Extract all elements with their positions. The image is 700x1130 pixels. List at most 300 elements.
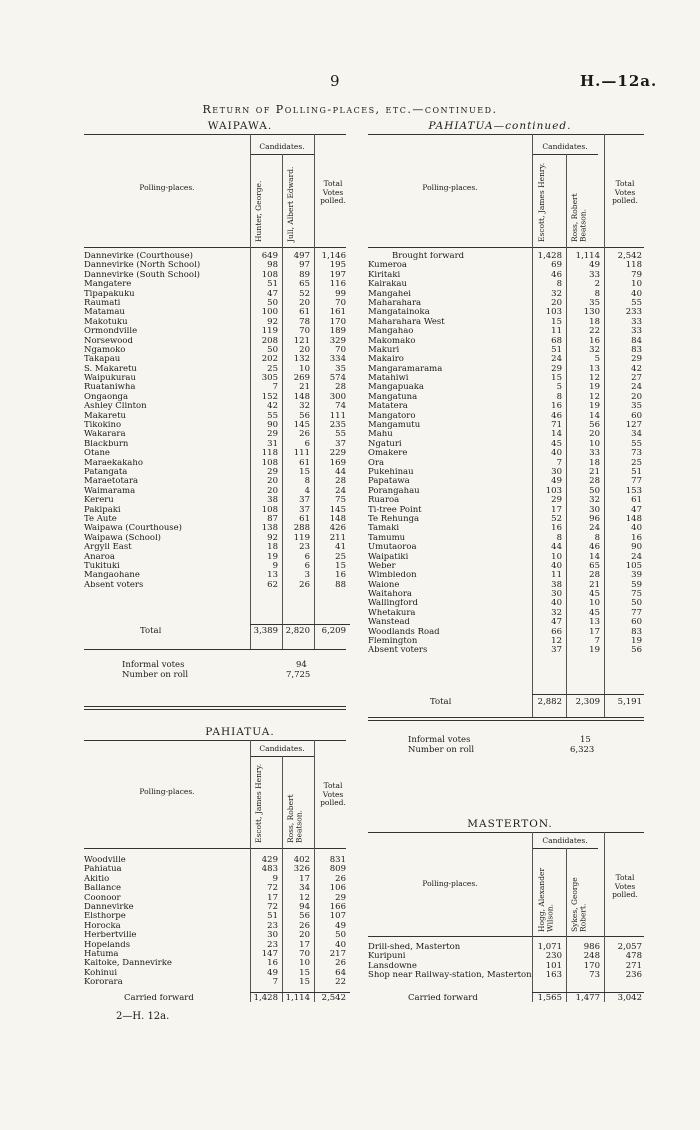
polling-place-name: Wallingford [368,599,418,609]
pahiatua-informal-label: Informal votes [408,735,471,745]
table-row [84,318,360,327]
candidate-votes-cell: 118 [261,449,278,459]
polling-place-name: Ruataniwha [84,383,136,393]
polling-place-name: Mangahao [368,327,414,337]
candidate-votes-cell: 986 [583,943,600,952]
masterton-polling-places-header: Polling-places. [422,879,478,888]
candidate-votes-cell: 42 [267,402,278,412]
table-row [368,412,648,421]
polling-place-name: Pakipaki [84,505,121,515]
candidate-votes-cell: 61 [299,308,310,318]
candidate-votes-cell: 25 [267,364,278,374]
total-votes-cell: 10 [631,280,642,290]
table-row [84,290,360,299]
total-votes-cell: 33 [631,317,642,327]
table-row [368,402,648,411]
candidate-votes-cell: 30 [267,931,278,941]
candidate-votes-cell: 101 [545,961,562,971]
candidate-votes-cell: 11 [551,327,562,337]
table-row [84,524,360,533]
total-votes-cell: 16 [335,571,346,581]
candidate-votes-cell: 50 [267,345,278,355]
table-row [84,543,360,552]
total-votes-cell: 42 [631,364,642,374]
candidate-votes-cell: 20 [299,345,310,355]
candidate-votes-cell: 288 [293,524,310,534]
polling-place-name: Mangaohane [84,571,140,581]
table-row [84,978,360,987]
candidate-votes-cell: 32 [589,345,600,355]
total-votes-cell: 77 [631,477,642,487]
page-number: 9 [330,72,340,90]
waipawa-roll-value: 7,725 [286,670,311,680]
candidate-votes-cell: 13 [589,364,600,374]
candidate-votes-cell: 40 [551,599,562,609]
candidate-votes-cell: 23 [267,940,278,950]
polling-place-name: Maraetotara [84,477,139,487]
total-votes-cell: 211 [329,533,346,543]
polling-place-name: Makomako [368,336,416,346]
table-row [84,969,360,978]
table-row [368,637,648,646]
total-votes-cell: 24 [631,383,642,393]
table-row [84,581,360,590]
table-row [84,261,360,270]
waipawa-total-header: Total Votes polled. [320,179,346,205]
table-row [84,468,360,477]
polling-place-name: Kumeroa [368,261,407,271]
candidate-votes-cell: 65 [589,561,600,571]
total-votes-cell: 153 [625,486,642,496]
pahiatua-candidate2-header: Ross, Robert Beatson. [286,794,304,843]
total-votes-cell: 217 [329,949,346,959]
table-row [84,884,360,893]
polling-place-name: Papatawa [368,477,410,487]
pahiatua-continued-rows [368,252,648,656]
table-row [84,299,360,308]
candidate-votes-cell: 11 [551,571,562,581]
table-row [84,912,360,921]
table-row [368,609,648,618]
candidate-votes-cell: 119 [261,327,278,337]
polling-place-name: Woodlands Road [368,627,440,637]
polling-place-name: Ti-tree Point [368,505,422,515]
total-votes-cell: 116 [329,280,346,290]
total-votes-cell: 127 [625,421,642,431]
candidate-votes-cell: 170 [583,961,600,971]
candidate-votes-cell: 145 [293,421,310,431]
total-votes-cell: 50 [631,599,642,609]
table-row [368,337,648,346]
table-row [368,318,648,327]
waipawa-roll-label: Number on roll [122,670,189,680]
candidate-votes-cell: 15 [299,467,310,477]
polling-place-name: Drill-shed, Masterton [368,943,461,952]
table-row [84,894,360,903]
candidate-votes-cell: 147 [261,949,278,959]
candidate-votes-cell: 12 [551,637,562,647]
total-votes-cell: 29 [335,893,346,903]
polling-place-name: Hopelands [84,940,131,950]
candidate-votes-cell: 4 [304,486,310,496]
candidate-votes-cell: 32 [589,496,600,506]
polling-place-name: Mangatoro [368,411,416,421]
pahiatua-candidate1-header: Escott, James Henry. [254,763,263,843]
total-votes-cell: 15 [335,561,346,571]
candidate-votes-cell: 66 [551,627,562,637]
polling-place-name: Wimbledon [368,571,417,581]
polling-place-name: Ngamoko [84,345,126,355]
total-votes-cell: 70 [335,345,346,355]
waipawa-rows [84,252,360,590]
total-votes-cell: 329 [329,336,346,346]
pahiatua-carried-row: Carried forward 1,428 1,114 2,542 [124,994,346,1003]
candidate-votes-cell: 29 [267,430,278,440]
candidate-votes-cell: 61 [299,458,310,468]
candidate-votes-cell: 38 [267,496,278,506]
table-row [368,515,648,524]
candidate-votes-cell: 94 [299,902,310,912]
candidate-votes-cell: 14 [589,411,600,421]
candidate-votes-cell: 70 [299,327,310,337]
table-row [368,618,648,627]
candidate-votes-cell: 29 [267,467,278,477]
total-votes-cell: 51 [631,467,642,477]
candidate-votes-cell: 12 [299,893,310,903]
total-votes-cell: 20 [631,392,642,402]
polling-place-name: Otane [84,449,110,459]
total-votes-cell: 55 [335,430,346,440]
page-code: H.—12a. [580,72,658,90]
candidate-votes-cell: 31 [267,439,278,449]
polling-place-name: Kairakau [368,280,407,290]
polling-place-name: Waione [368,580,400,590]
total-votes-cell: 33 [631,327,642,337]
candidate-votes-cell: 163 [545,971,562,981]
pahiatua-continued-candidate1-header: Escott, James Henry. [537,162,546,242]
masterton-carried-row: Carried forward 1,565 1,477 3,042 [408,994,642,1003]
page-footer: 2—H. 12a. [116,1011,170,1022]
candidate-votes-cell: 130 [583,308,600,318]
polling-place-name: Makotuku [84,317,128,327]
total-votes-cell: 161 [329,308,346,318]
candidate-votes-cell: 92 [267,317,278,327]
candidate-votes-cell: 30 [589,505,600,515]
table-row [368,487,648,496]
total-votes-cell: 28 [335,383,346,393]
total-votes-cell: 148 [625,514,642,524]
pahiatua-polling-places-header: Polling-places. [139,787,195,796]
candidate-votes-cell: 1,114 [575,252,600,261]
total-votes-cell: 29 [631,355,642,365]
total-votes-cell: 189 [329,327,346,337]
candidate-votes-cell: 45 [589,608,600,618]
table-row [368,553,648,562]
candidate-votes-cell: 17 [589,627,600,637]
polling-place-name: Mangamutu [368,421,421,431]
table-row [368,449,648,458]
total-votes-cell: 148 [329,514,346,524]
total-votes-cell: 49 [335,921,346,931]
candidate-votes-cell: 649 [261,252,278,261]
total-votes-cell: 50 [335,931,346,941]
table-row [84,327,360,336]
candidate-votes-cell: 56 [299,411,310,421]
candidate-votes-cell: 24 [589,524,600,534]
polling-place-name: Norsewood [84,336,133,346]
total-votes-cell: 236 [625,971,642,981]
candidate-votes-cell: 20 [267,486,278,496]
table-row [84,337,360,346]
total-votes-cell: 107 [329,912,346,922]
polling-place-name: Argyll East [84,543,132,553]
candidate-votes-cell: 5 [594,355,600,365]
polling-place-name: Kereru [84,496,114,506]
total-votes-cell: 574 [329,374,346,384]
polling-place-name: Hatuma [84,949,119,959]
candidate-votes-cell: 103 [545,308,562,318]
candidate-votes-cell: 44 [551,543,562,553]
candidate-votes-cell: 1,071 [537,943,562,952]
waipawa-informal-label: Informal votes [122,660,185,670]
polling-place-name: Absent voters [84,580,144,590]
candidate-votes-cell: 248 [583,952,600,962]
table-row [368,477,648,486]
total-votes-cell: 19 [631,637,642,647]
total-votes-cell: 24 [631,552,642,562]
candidate-votes-cell: 19 [589,383,600,393]
polling-place-name: Matamau [84,308,125,318]
total-votes-cell: 40 [335,940,346,950]
polling-place-name: Makuri [368,345,400,355]
candidate-votes-cell: 152 [261,392,278,402]
table-row [368,421,648,430]
table-row [84,430,360,439]
candidate-votes-cell: 10 [299,364,310,374]
table-row [368,252,648,261]
masterton-title: MASTERTON. [467,818,553,830]
candidate-votes-cell: 47 [267,289,278,299]
candidate-votes-cell: 15 [299,978,310,988]
candidate-votes-cell: 5 [556,383,562,393]
total-votes-cell: 106 [329,884,346,894]
table-row [84,477,360,486]
candidate-votes-cell: 10 [551,552,562,562]
total-votes-cell: 64 [335,968,346,978]
candidate-votes-cell: 87 [267,514,278,524]
candidate-votes-cell: 55 [267,411,278,421]
polling-place-name: Tukituki [84,561,120,571]
candidate-votes-cell: 51 [267,280,278,290]
polling-place-name: Dannevirke (North School) [84,261,201,271]
table-row [368,571,648,580]
table-row [368,962,648,971]
candidate-votes-cell: 37 [551,646,562,656]
total-votes-cell: 2,542 [617,252,642,261]
candidate-votes-cell: 20 [551,298,562,308]
candidate-votes-cell: 103 [545,486,562,496]
table-row [84,571,360,580]
candidate-votes-cell: 402 [293,856,310,865]
candidate-votes-cell: 35 [589,298,600,308]
pahiatua-continued-candidate2-header: Ross, Robert Beatson. [570,193,588,242]
masterton-total-header: Total Votes polled. [612,873,638,899]
table-row [368,534,648,543]
polling-place-name: Waitahora [368,590,412,600]
polling-place-name: Makairo [368,355,404,365]
total-votes-cell: 118 [625,261,642,271]
candidate-votes-cell: 23 [267,921,278,931]
table-row [368,590,648,599]
table-row [84,922,360,931]
polling-place-name: Patangata [84,467,128,477]
candidate-votes-cell: 8 [594,533,600,543]
polling-place-name: Matahiwi [368,374,409,384]
candidate-votes-cell: 33 [589,270,600,280]
table-row [84,875,360,884]
table-row [368,562,648,571]
total-votes-cell: 39 [631,571,642,581]
candidate-votes-cell: 24 [551,355,562,365]
polling-place-name: Ashley Clinton [84,402,147,412]
candidate-votes-cell: 14 [589,552,600,562]
masterton-candidates-header: Candidates. [542,836,588,845]
pahiatua-continued-polling-places-header: Polling-places. [422,183,478,192]
table-row [368,599,648,608]
polling-place-name: Blackburn [84,439,129,449]
candidate-votes-cell: 28 [589,571,600,581]
candidate-votes-cell: 269 [293,374,310,384]
total-votes-cell: 197 [329,270,346,280]
masterton-rows [368,943,648,990]
polling-place-name: Brought forward [392,252,465,261]
polling-place-name: Maharahara [368,298,422,308]
polling-place-name: Kuripuni [368,952,406,962]
total-votes-cell: 88 [335,580,346,590]
candidate-votes-cell: 138 [261,524,278,534]
total-votes-cell: 25 [631,458,642,468]
candidate-votes-cell: 21 [299,383,310,393]
table-row [84,487,360,496]
candidate-votes-cell: 30 [551,590,562,600]
candidate-votes-cell: 20 [299,298,310,308]
polling-place-name: Horocka [84,921,121,931]
total-votes-cell: 300 [329,392,346,402]
candidate-votes-cell: 62 [267,580,278,590]
polling-place-name: Kaitoke, Dannevirke [84,959,172,969]
total-votes-cell: 27 [631,374,642,384]
candidate-votes-cell: 7 [556,458,562,468]
candidate-votes-cell: 52 [299,289,310,299]
total-votes-cell: 84 [631,336,642,346]
total-votes-cell: 90 [631,543,642,553]
table-row [84,950,360,959]
pahiatua-rows [84,856,360,987]
candidate-votes-cell: 7 [272,978,278,988]
candidate-votes-cell: 3 [304,571,310,581]
candidate-votes-cell: 12 [589,374,600,384]
candidate-votes-cell: 19 [267,552,278,562]
candidate-votes-cell: 68 [551,336,562,346]
pahiatua-candidates-header: Candidates. [259,744,305,753]
candidate-votes-cell: 78 [299,317,310,327]
table-row [84,562,360,571]
candidate-votes-cell: 8 [556,280,562,290]
candidate-votes-cell: 23 [299,543,310,553]
candidate-votes-cell: 1,428 [537,252,562,261]
polling-place-name: Matatera [368,402,408,412]
polling-place-name: Dannevirke (Courthouse) [84,252,193,261]
candidate-votes-cell: 111 [293,449,310,459]
total-votes-cell: 83 [631,345,642,355]
candidate-votes-cell: 202 [261,355,278,365]
waipawa-informal-value: 94 [296,660,307,670]
candidate-votes-cell: 8 [556,392,562,402]
table-row [368,280,648,289]
polling-place-name: Mangatainoka [368,308,430,318]
candidate-votes-cell: 50 [589,486,600,496]
total-votes-cell: 74 [335,402,346,412]
polling-place-name: Waipukurau [84,374,136,384]
candidate-votes-cell: 72 [267,884,278,894]
candidate-votes-cell: 51 [267,912,278,922]
candidate-votes-cell: 47 [551,618,562,628]
candidate-votes-cell: 17 [299,874,310,884]
candidate-votes-cell: 98 [267,261,278,271]
candidate-votes-cell: 12 [589,392,600,402]
candidate-votes-cell: 148 [293,392,310,402]
candidate-votes-cell: 17 [299,940,310,950]
polling-place-name: Waipatiki [368,552,409,562]
total-votes-cell: 56 [631,646,642,656]
total-votes-cell: 426 [329,524,346,534]
candidate-votes-cell: 17 [551,505,562,515]
table-row [368,374,648,383]
table-row [368,327,648,336]
polling-place-name: Ora [368,458,385,468]
polling-place-name: Anaroa [84,552,115,562]
total-votes-cell: 170 [329,317,346,327]
table-row [84,553,360,562]
polling-place-name: Tamaki [368,524,400,534]
total-votes-cell: 77 [631,608,642,618]
candidate-votes-cell: 50 [267,298,278,308]
polling-place-name: Shop near Railway-station, Masterton [368,971,532,981]
candidate-votes-cell: 45 [551,439,562,449]
table-row [368,581,648,590]
pahiatua-informal-value: 15 [580,735,591,745]
total-votes-cell: 169 [329,458,346,468]
candidate-votes-cell: 429 [261,856,278,865]
total-votes-cell: 166 [329,902,346,912]
candidate-votes-cell: 49 [551,477,562,487]
candidate-votes-cell: 96 [589,514,600,524]
candidate-votes-cell: 61 [299,514,310,524]
total-votes-cell: 28 [335,477,346,487]
table-row [84,374,360,383]
total-votes-cell: 55 [631,439,642,449]
total-votes-cell: 16 [631,533,642,543]
candidate-votes-cell: 121 [293,336,310,346]
pahiatua-title: PAHIATUA. [205,726,275,738]
table-row [368,459,648,468]
total-votes-cell: 111 [329,411,346,421]
table-row [368,524,648,533]
candidate-votes-cell: 18 [589,317,600,327]
table-row [84,383,360,392]
total-votes-cell: 34 [631,430,642,440]
candidate-votes-cell: 26 [299,921,310,931]
